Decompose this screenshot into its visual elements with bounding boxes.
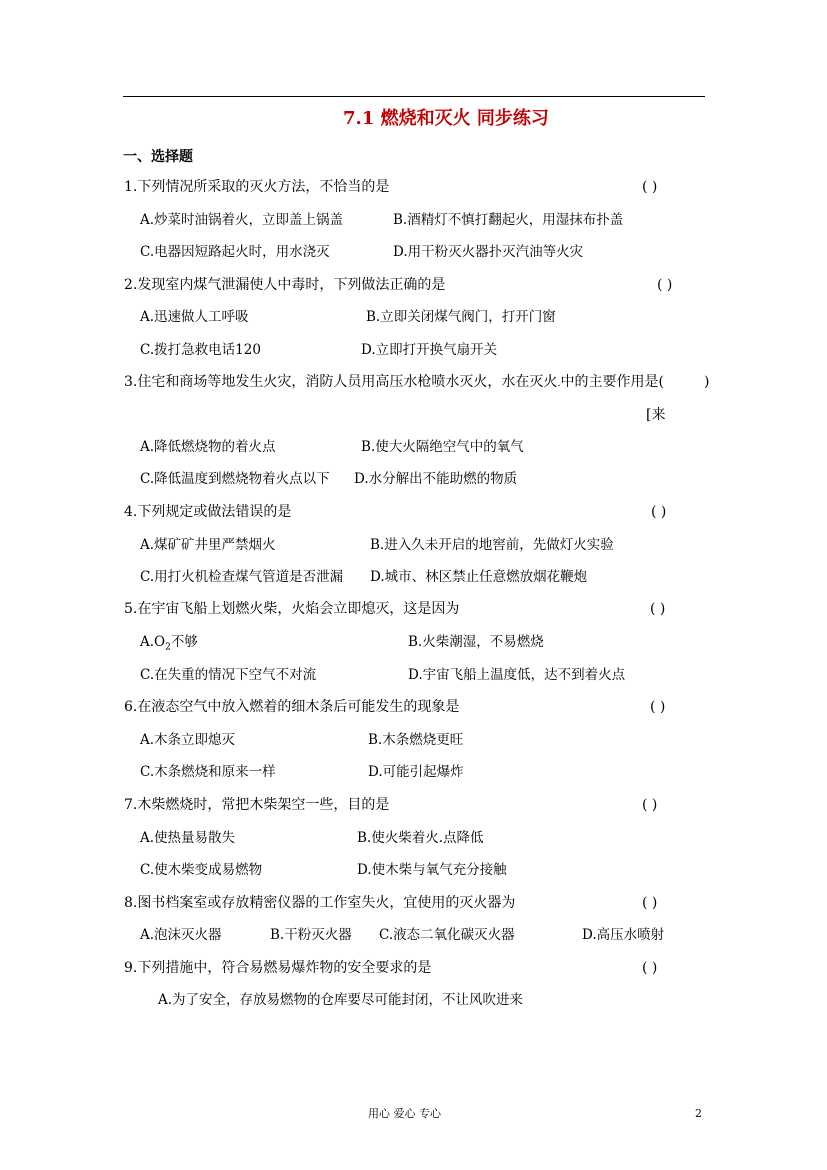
option-c: C.电器因短路起火时，用水浇灭	[140, 244, 330, 260]
option-a: A.为了安全，存放易燃物的仓库要尽可能封闭，不让风吹进来	[158, 992, 524, 1008]
option-d: D.城市、林区禁止任意燃放烟花鞭炮	[370, 569, 588, 585]
answer-blank: ( )	[657, 277, 673, 293]
answer-blank: ( )	[642, 179, 658, 195]
section-heading: 一、选择题	[123, 149, 193, 165]
answer-blank-close: )	[704, 374, 710, 390]
question-8-stem: 8.图书档案室或存放精密仪器的工作室失火，宜使用的灭火器为	[124, 895, 516, 911]
option-b: B.立即关闭煤气阀门，打开门窗	[366, 309, 556, 325]
option-c: C.在失重的情况下空气不对流	[140, 667, 317, 683]
option-c: C.降低温度到燃烧物着火点以下	[140, 471, 330, 487]
option-b: B.木条燃烧更旺	[368, 732, 464, 748]
option-a: A.泡沫灭火器	[140, 927, 222, 943]
answer-blank: ( )	[650, 601, 666, 617]
stray-text: [来	[646, 407, 666, 423]
option-b: B.进入久未开启的地窖前，先做灯火实验	[370, 537, 614, 553]
question-3-stem: 3.住宅和商场等地发生火灾，消防人员用高压水枪喷水灭火，水在灭火.中的主要作用是(	[124, 374, 665, 390]
option-b: B.酒精灯不慎打翻起火，用湿抹布扑盖	[393, 212, 624, 228]
footer-motto: 用心 爱心 专心	[368, 1107, 441, 1120]
option-c: C.拨打急救电话120	[140, 342, 261, 358]
page-title: 7.1 燃烧和灭火 同步练习	[343, 108, 549, 129]
question-5-stem: 5.在宇宙飞船上划燃火柴，火焰会立即熄灭，这是因为	[124, 601, 460, 617]
question-6-stem: 6.在液态空气中放入燃着的细木条后可能发生的现象是	[124, 699, 460, 715]
option-c: C.液态二氧化碳灭火器	[379, 927, 515, 943]
option-d: D.宇宙飞船上温度低，达不到着火点	[408, 667, 626, 683]
option-a: A.炒菜时油锅着火，立即盖上锅盖	[140, 212, 344, 228]
option-a: $A.O_2$不够	[140, 634, 198, 653]
question-2-stem: 2.发现室内煤气泄漏使人中毒时，下列做法正确的是	[124, 277, 446, 293]
question-9-stem: 9.下列措施中，符合易燃易爆炸物的安全要求的是	[124, 960, 432, 976]
answer-blank: ( )	[650, 699, 666, 715]
option-c: C.木条燃烧和原来一样	[140, 764, 276, 780]
answer-blank: ( )	[642, 960, 658, 976]
option-a: A.煤矿矿井里严禁烟火	[140, 537, 276, 553]
option-a: A.木条立即熄灭	[140, 732, 236, 748]
option-c: C.用打火机检查煤气管道是否泄漏	[140, 569, 344, 585]
option-a: A.使热量易散失	[140, 830, 236, 846]
option-b: B.干粉灭火器	[270, 927, 352, 943]
option-b: B.使火柴着火.点降低	[357, 830, 484, 846]
option-a: A.降低燃烧物的着火点	[140, 439, 276, 455]
answer-blank: ( )	[651, 504, 667, 520]
answer-blank: ( )	[642, 895, 658, 911]
option-d: D.可能引起爆炸	[368, 764, 464, 780]
question-1-stem: 1.下列情况所采取的灭火方法，不恰当的是	[124, 179, 390, 195]
option-d: D.高压水喷射	[582, 927, 665, 943]
option-d: D.使木柴与氧气充分接触	[357, 862, 507, 878]
option-a: A.迅速做人工呼吸	[140, 309, 249, 325]
option-d: D.用干粉灭火器扑灭汽油等火灾	[393, 244, 584, 260]
option-c: C.使木柴变成易燃物	[140, 862, 263, 878]
answer-blank: ( )	[642, 797, 658, 813]
option-d: D.立即打开换气扇开关	[361, 342, 498, 358]
option-d: D.水分解出不能助燃的物质	[354, 471, 518, 487]
question-7-stem: 7.木柴燃烧时，常把木柴架空一些，目的是	[124, 797, 390, 813]
option-b: B.使大火隔绝空气中的氧气	[361, 439, 524, 455]
header-rule	[123, 96, 705, 97]
page-number: 2	[695, 1107, 702, 1120]
question-4-stem: 4.下列规定或做法错误的是	[124, 504, 292, 520]
option-b: B.火柴潮湿，不易燃烧	[408, 634, 544, 650]
